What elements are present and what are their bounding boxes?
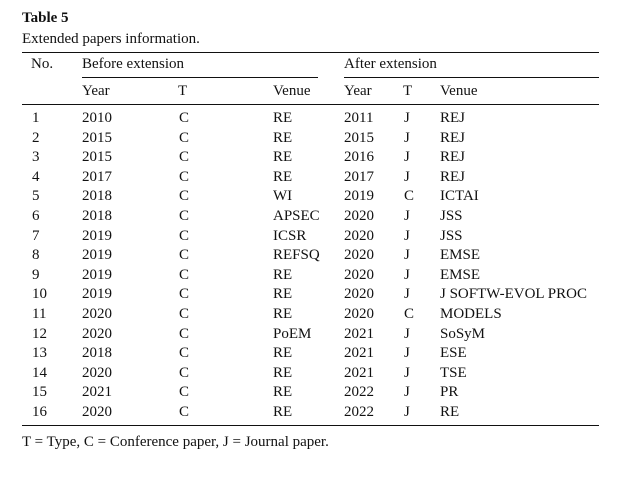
table-caption: Extended papers information. <box>22 31 200 47</box>
cell-after-type: J <box>404 384 410 401</box>
cell-before-venue: RE <box>273 149 293 166</box>
cell-after-year: 2015 <box>344 129 374 146</box>
cell-before-venue: RE <box>273 306 293 322</box>
cell-after-venue: REJ <box>440 129 466 146</box>
table-title: Table 5 <box>22 10 69 26</box>
header-before-venue: Venue <box>273 83 311 99</box>
top-rule <box>22 52 599 53</box>
cell-after-year: 2017 <box>344 168 374 185</box>
cell-before-year: 2018 <box>82 208 112 224</box>
cell-after-year: 2020 <box>344 227 374 244</box>
cell-no: 9 <box>32 266 40 283</box>
cell-after-year: 2020 <box>344 247 374 264</box>
cell-before-year: 2015 <box>82 129 112 146</box>
cell-after-type: J <box>404 325 410 342</box>
cell-after-venue: RE <box>440 404 460 420</box>
cell-no: 10 <box>32 286 47 303</box>
cell-before-year: 2015 <box>82 149 112 166</box>
cell-before-venue: RE <box>273 286 293 303</box>
table-footnote: T = Type, C = Conference paper, J = Journal paper. <box>22 434 329 450</box>
cell-before-type: C <box>179 110 190 126</box>
cell-after-type: J <box>404 404 410 420</box>
cell-after-year: 2011 <box>344 110 374 126</box>
cell-after-year: 2019 <box>344 188 374 205</box>
cell-before-year: 2020 <box>82 325 112 342</box>
cell-after-venue: REJ <box>440 110 466 126</box>
cell-after-type: J <box>404 345 410 362</box>
cell-after-type: J <box>404 227 410 244</box>
header-before-year: Year <box>82 83 110 99</box>
cell-after-venue: ESE <box>440 345 467 362</box>
cell-after-venue: REJ <box>440 149 466 166</box>
cell-no: 14 <box>32 364 47 381</box>
cell-before-year: 2017 <box>82 168 112 185</box>
cell-before-venue: RE <box>273 129 293 146</box>
cell-before-year: 2010 <box>82 110 112 126</box>
header-before-type: T <box>178 83 188 99</box>
cell-after-type: J <box>404 129 410 146</box>
cell-before-type: C <box>179 168 190 185</box>
bottom-rule <box>22 425 599 426</box>
cell-after-type: J <box>404 266 410 283</box>
cell-after-type: J <box>404 364 410 381</box>
cell-no: 4 <box>32 168 40 185</box>
cell-after-type: J <box>404 286 410 303</box>
before-group-rule <box>82 77 318 78</box>
cell-before-type: C <box>179 404 190 420</box>
cell-no: 15 <box>32 384 47 401</box>
cell-after-year: 2022 <box>344 384 374 401</box>
cell-after-year: 2021 <box>344 325 374 342</box>
cell-before-type: C <box>179 345 190 362</box>
cell-after-type: J <box>404 168 410 185</box>
cell-before-venue: RE <box>273 266 293 283</box>
cell-before-year: 2018 <box>82 188 112 205</box>
cell-after-year: 2020 <box>344 208 374 224</box>
cell-before-type: C <box>179 247 190 264</box>
cell-before-type: C <box>179 364 190 381</box>
cell-before-type: C <box>179 306 190 322</box>
header-after-venue: Venue <box>440 83 478 99</box>
cell-after-year: 2021 <box>344 364 374 381</box>
cell-before-year: 2019 <box>82 286 112 303</box>
cell-before-type: C <box>179 188 190 205</box>
cell-after-year: 2016 <box>344 149 374 166</box>
cell-before-year: 2019 <box>82 247 112 264</box>
cell-before-year: 2021 <box>82 384 112 401</box>
header-rule <box>22 104 599 105</box>
cell-no: 13 <box>32 345 47 362</box>
cell-no: 8 <box>32 247 40 264</box>
cell-after-venue: PR <box>440 384 459 401</box>
cell-after-year: 2020 <box>344 306 374 322</box>
cell-before-venue: REFSQ <box>273 247 320 264</box>
cell-before-type: C <box>179 129 190 146</box>
cell-no: 11 <box>32 306 47 322</box>
cell-before-year: 2020 <box>82 404 112 420</box>
cell-no: 12 <box>32 325 47 342</box>
cell-before-year: 2018 <box>82 345 112 362</box>
header-after-year: Year <box>344 83 372 99</box>
cell-before-venue: WI <box>273 188 293 205</box>
cell-before-venue: ICSR <box>273 227 307 244</box>
cell-after-type: C <box>404 306 415 322</box>
header-no: No. <box>31 56 54 72</box>
cell-before-venue: RE <box>273 168 293 185</box>
cell-before-venue: RE <box>273 345 293 362</box>
cell-after-venue: EMSE <box>440 247 481 264</box>
cell-before-venue: RE <box>273 364 293 381</box>
cell-after-venue: EMSE <box>440 266 481 283</box>
cell-after-venue: SoSyM <box>440 325 486 342</box>
header-before-extension: Before extension <box>82 56 185 72</box>
cell-no: 2 <box>32 129 40 146</box>
cell-after-type: J <box>404 208 410 224</box>
cell-before-type: C <box>179 208 190 224</box>
cell-no: 5 <box>32 188 40 205</box>
cell-after-type: J <box>404 247 410 264</box>
header-after-type: T <box>403 83 413 99</box>
cell-after-venue: J SOFTW-EVOL PROC <box>440 286 587 303</box>
cell-after-year: 2022 <box>344 404 374 420</box>
cell-before-year: 2020 <box>82 306 112 322</box>
cell-before-type: C <box>179 266 190 283</box>
cell-after-venue: TSE <box>440 364 467 381</box>
cell-before-year: 2019 <box>82 227 112 244</box>
cell-before-type: C <box>179 149 190 166</box>
cell-after-type: C <box>404 188 415 205</box>
cell-no: 3 <box>32 149 40 166</box>
cell-after-year: 2020 <box>344 266 374 283</box>
cell-after-year: 2020 <box>344 286 374 303</box>
cell-after-venue: REJ <box>440 168 466 185</box>
cell-before-type: C <box>179 227 190 244</box>
cell-after-venue: ICTAI <box>440 188 479 205</box>
header-after-extension: After extension <box>344 56 437 72</box>
cell-no: 6 <box>32 208 40 224</box>
cell-before-type: C <box>179 325 190 342</box>
cell-after-venue: MODELS <box>440 306 502 322</box>
cell-before-type: C <box>179 286 190 303</box>
cell-before-venue: PoEM <box>273 325 312 342</box>
after-group-rule <box>344 77 599 78</box>
cell-before-venue: APSEC <box>273 208 320 224</box>
cell-no: 16 <box>32 404 47 420</box>
cell-before-venue: RE <box>273 404 293 420</box>
cell-before-year: 2019 <box>82 266 112 283</box>
cell-no: 7 <box>32 227 40 244</box>
cell-after-venue: JSS <box>440 208 463 224</box>
cell-before-type: C <box>179 384 190 401</box>
cell-before-venue: RE <box>273 384 293 401</box>
cell-no: 1 <box>32 110 40 126</box>
cell-after-type: J <box>404 110 410 126</box>
cell-after-year: 2021 <box>344 345 374 362</box>
cell-before-venue: RE <box>273 110 293 126</box>
cell-after-type: J <box>404 149 410 166</box>
cell-before-year: 2020 <box>82 364 112 381</box>
cell-after-venue: JSS <box>440 227 463 244</box>
